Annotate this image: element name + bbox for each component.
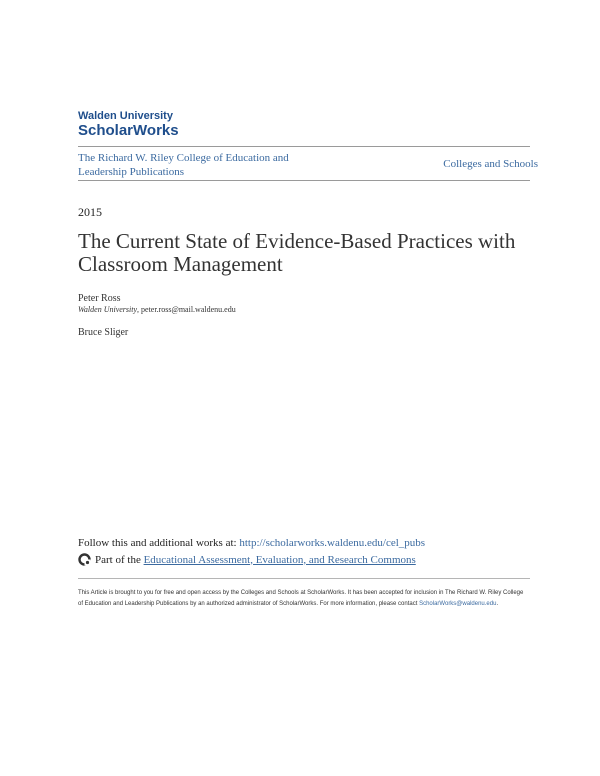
header-divider-top xyxy=(78,146,530,147)
article-title: The Current State of Evidence-Based Practices with Classroom Management xyxy=(78,229,516,276)
follow-url-link[interactable]: http://scholarworks.waldenu.edu/cel_pubs xyxy=(239,537,426,549)
header-divider-bottom xyxy=(78,180,530,181)
commons-link[interactable]: Educational Assessment, Evaluation, and Research Commons xyxy=(143,553,416,566)
author-affiliation xyxy=(78,305,236,314)
author-name: Bruce Sliger xyxy=(78,327,129,338)
access-notice-end: . xyxy=(496,601,499,607)
author-email[interactable]: peter.ross@mail.waldenu.edu xyxy=(141,305,236,314)
access-notice-text: This Article is brought to you for free and open access by the Colleges and Schools at ScholarWorks. It has been accepted for inclusion in The Richard W. Riley College of Education and Leadership Publications by an authorized administrator of ScholarWorks. For more information, please contact xyxy=(78,590,524,607)
university-name: Walden University xyxy=(78,110,173,122)
author-institution: Walden University xyxy=(78,305,138,314)
part-of-line xyxy=(78,553,416,566)
network-commons-icon xyxy=(78,553,91,566)
college-publications-link[interactable]: The Richard W. Riley College of Education and Leadership Publications xyxy=(78,152,289,178)
contact-email-link[interactable]: ScholarWorks@waldenu.edu xyxy=(419,601,497,607)
part-of-prefix: Part of the xyxy=(95,553,141,566)
publication-year: 2015 xyxy=(78,205,102,219)
access-notice xyxy=(78,588,530,610)
follow-prefix: Follow this and additional works at: xyxy=(78,537,240,549)
follow-line xyxy=(78,537,425,549)
affiliation-separator: , xyxy=(137,305,142,314)
scholarworks-logo-text[interactable]: ScholarWorks xyxy=(78,122,179,139)
footer-divider xyxy=(78,578,530,579)
colleges-and-schools-link[interactable]: Colleges and Schools xyxy=(443,158,538,170)
author-name: Peter Ross xyxy=(78,293,121,304)
